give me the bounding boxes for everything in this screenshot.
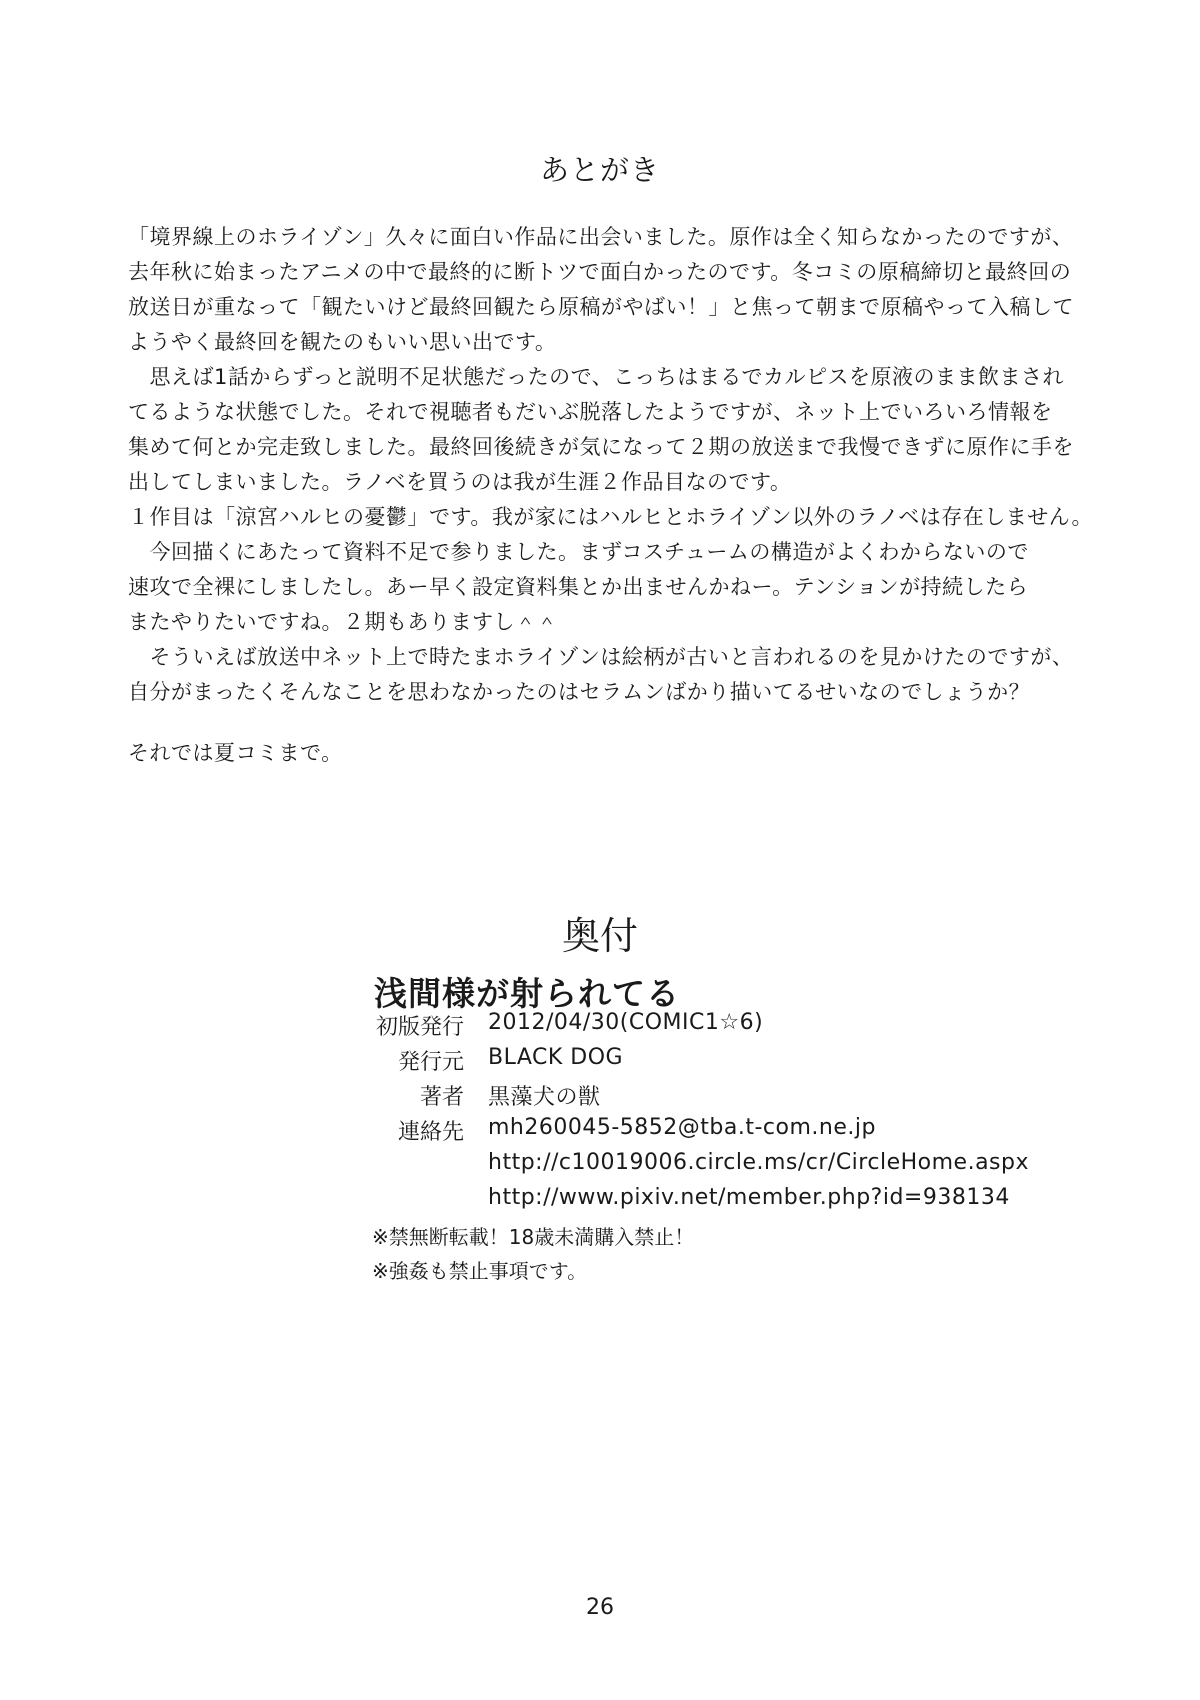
colophon-key: 発行元 xyxy=(397,1050,464,1075)
afterword-line: 自分がまったくそんなことを思わなかったのはセラムンばかり描いてるせいなのでしょうか？ xyxy=(128,680,1031,704)
afterword-line: そういえば放送中ネット上で時たまホライゾンは絵柄が古いと言われるのを見かけたのですが、 xyxy=(128,645,1074,669)
afterword-closing: それでは夏コミまで。 xyxy=(128,741,343,765)
afterword-line: 「境界線上のホライゾン」久々に面白い作品に出会いました。原作は全く知らなかったのですが、 xyxy=(128,225,1074,249)
colophon-value: 2012/04/30(COMIC1☆6) xyxy=(488,1010,764,1035)
colophon-title: 奥付 xyxy=(561,914,638,958)
colophon-value: BLACK DOG xyxy=(488,1045,624,1070)
note-line: ※強姦も禁止事項です。 xyxy=(372,1259,588,1283)
colophon-row-publisher xyxy=(0,1045,1200,1079)
colophon-row-url-pixiv xyxy=(0,1185,1200,1219)
afterword-line: 集めて何とか完走致しました。最終回後続きが気になって２期の放送まで我慢できずに原作に手を xyxy=(128,435,1074,459)
page-number: 26 xyxy=(586,1595,614,1620)
afterword-line: 思えば1話からずっと説明不足状態だったので、こっちはまるでカルピスを原液のまま飲まされ xyxy=(128,365,1065,389)
afterword-line: 速攻で全裸にしましたし。あー早く設定資料集とか出ませんかねー。テンションが持続したら xyxy=(128,575,1029,599)
afterword-line: 出してしまいました。ラノベを買うのは我が生涯２作品目なのです。 xyxy=(128,470,792,494)
colophon-row-contact xyxy=(0,1115,1200,1149)
afterword-line: 放送日が重なって「観たいけど最終回観たら原稿がやばい！」と焦って朝まで原稿やって入稿して xyxy=(128,295,1074,319)
afterword-body xyxy=(128,220,1093,710)
afterword-line: 去年秋に始まったアニメの中で最終的に断トツで面白かったのです。冬コミの原稿締切と最終回の xyxy=(128,260,1072,284)
pixiv-url: http://www.pixiv.net/member.php?id=938134 xyxy=(488,1185,1010,1210)
colophon-row-first-edition xyxy=(0,1010,1200,1044)
afterword-title: あとがき xyxy=(539,153,660,187)
note-line: ※禁無断転載！18歳未満購入禁止！ xyxy=(372,1225,695,1249)
colophon-row-author xyxy=(0,1080,1200,1114)
colophon-key: 連絡先 xyxy=(397,1120,464,1145)
colophon-notes xyxy=(372,1220,694,1288)
afterword-line: またやりたいですね。２期もありますし＾＾ xyxy=(128,610,558,634)
contact-email: mh260045-5852@tba.t-com.ne.jp xyxy=(488,1115,876,1140)
circle-url: http://c10019006.circle.ms/cr/CircleHome.aspx xyxy=(488,1150,1029,1175)
afterword-line: ようやく最終回を観たのもいい思い出です。 xyxy=(128,330,557,354)
colophon-key: 初版発行 xyxy=(375,1015,464,1040)
afterword-line: 今回描くにあたって資料不足で参りました。まずコスチュームの構造がよくわからないので xyxy=(128,540,1029,564)
afterword-line: てるような状態でした。それで視聴者もだいぶ脱落したようですが、ネット上でいろいろ情報を xyxy=(128,400,1053,424)
afterword-line: １作目は「涼宮ハルヒの憂鬱」です。我が家にはハルヒとホライゾン以外のラノベは存在しません。 xyxy=(128,505,1093,529)
colophon-key: 著者 xyxy=(419,1085,464,1110)
colophon-row-url-circle xyxy=(0,1150,1200,1184)
colophon-value: 黒藻犬の獣 xyxy=(488,1085,601,1110)
book-title: 浅間様が射られてる xyxy=(374,974,680,1013)
